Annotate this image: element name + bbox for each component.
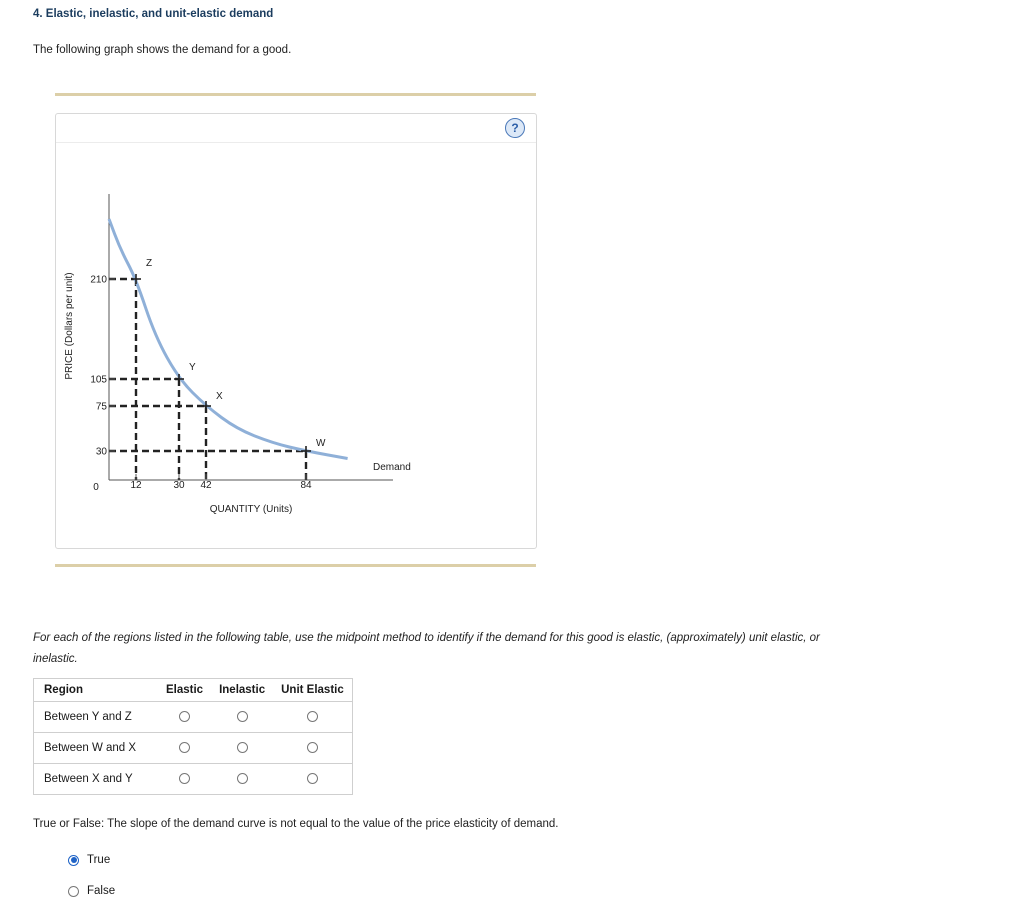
header-inelastic: Inelastic: [211, 679, 273, 702]
cell-unit-elastic: [273, 764, 352, 795]
option-false[interactable]: [68, 885, 115, 897]
x-tick-label-origin: 0: [93, 482, 99, 493]
point-label-x: X: [216, 391, 223, 402]
x-axis-title: QUANTITY (Units): [209, 504, 293, 515]
cell-elastic: [158, 733, 211, 764]
x-tick-label: 84: [300, 480, 312, 491]
option-false-label: False: [87, 885, 116, 897]
instructions-text: For each of the regions listed in the following table, use the midpoint method to identify if the demand for this good is elastic, (approximately) unit elastic, or inelastic.: [33, 632, 820, 665]
radio-x-y-elastic[interactable]: [179, 773, 190, 784]
cell-elastic: [158, 702, 211, 733]
graph-bottom-rule: [55, 564, 536, 567]
elasticity-table: [33, 678, 353, 795]
y-tick-label: 30: [95, 446, 107, 458]
header-region: Region: [34, 679, 159, 702]
table-header-row: [34, 679, 353, 702]
option-true-label: True: [87, 854, 111, 866]
cell-inelastic: [211, 733, 273, 764]
graph-top-rule: [55, 93, 536, 96]
point-label-z: Z: [146, 258, 153, 269]
cell-unit-elastic: [273, 702, 352, 733]
demand-chart: [56, 114, 536, 548]
x-tick-label: 30: [173, 480, 185, 491]
header-elastic: Elastic: [158, 679, 211, 702]
y-tick-label: 105: [90, 374, 107, 386]
cell-elastic: [158, 764, 211, 795]
point-label-y: Y: [189, 362, 196, 373]
true-false-question: True or False: The slope of the demand curve is not equal to the value of the price elasticity of demand.: [33, 818, 559, 830]
question-intro: The following graph shows the demand for a good.: [33, 44, 292, 56]
y-tick-label: 75: [95, 401, 107, 413]
radio-w-x-unit-elastic[interactable]: [307, 742, 318, 753]
radio-y-z-elastic[interactable]: [179, 711, 190, 722]
help-icon-button[interactable]: ?: [505, 118, 525, 138]
radio-x-y-unit-elastic[interactable]: [307, 773, 318, 784]
point-label-w: W: [316, 438, 326, 449]
question-title: 4. Elastic, inelastic, and unit-elastic demand: [33, 8, 274, 20]
series-label-demand: Demand: [373, 462, 411, 473]
x-tick-label: 12: [130, 480, 142, 491]
cell-unit-elastic: [273, 733, 352, 764]
cell-inelastic: [211, 702, 273, 733]
row-label-w-x: Between W and X: [34, 733, 159, 764]
table-row: [34, 733, 353, 764]
graph-panel: [55, 113, 537, 549]
radio-false[interactable]: [68, 886, 79, 897]
table-row: [34, 764, 353, 795]
table-row: [34, 702, 353, 733]
radio-y-z-inelastic[interactable]: [237, 711, 248, 722]
y-tick-label: 210: [90, 274, 107, 286]
radio-w-x-inelastic[interactable]: [237, 742, 248, 753]
radio-true[interactable]: [68, 855, 79, 866]
demand-curve: [109, 219, 348, 459]
row-label-x-y: Between X and Y: [34, 764, 159, 795]
radio-w-x-elastic[interactable]: [179, 742, 190, 753]
row-label-y-z: Between Y and Z: [34, 702, 159, 733]
option-true[interactable]: [68, 854, 110, 866]
y-axis-title: PRICE (Dollars per unit): [64, 272, 75, 380]
header-unit-elastic: Unit Elastic: [273, 679, 352, 702]
radio-x-y-inelastic[interactable]: [237, 773, 248, 784]
x-tick-label: 42: [200, 480, 212, 491]
radio-y-z-unit-elastic[interactable]: [307, 711, 318, 722]
cell-inelastic: [211, 764, 273, 795]
